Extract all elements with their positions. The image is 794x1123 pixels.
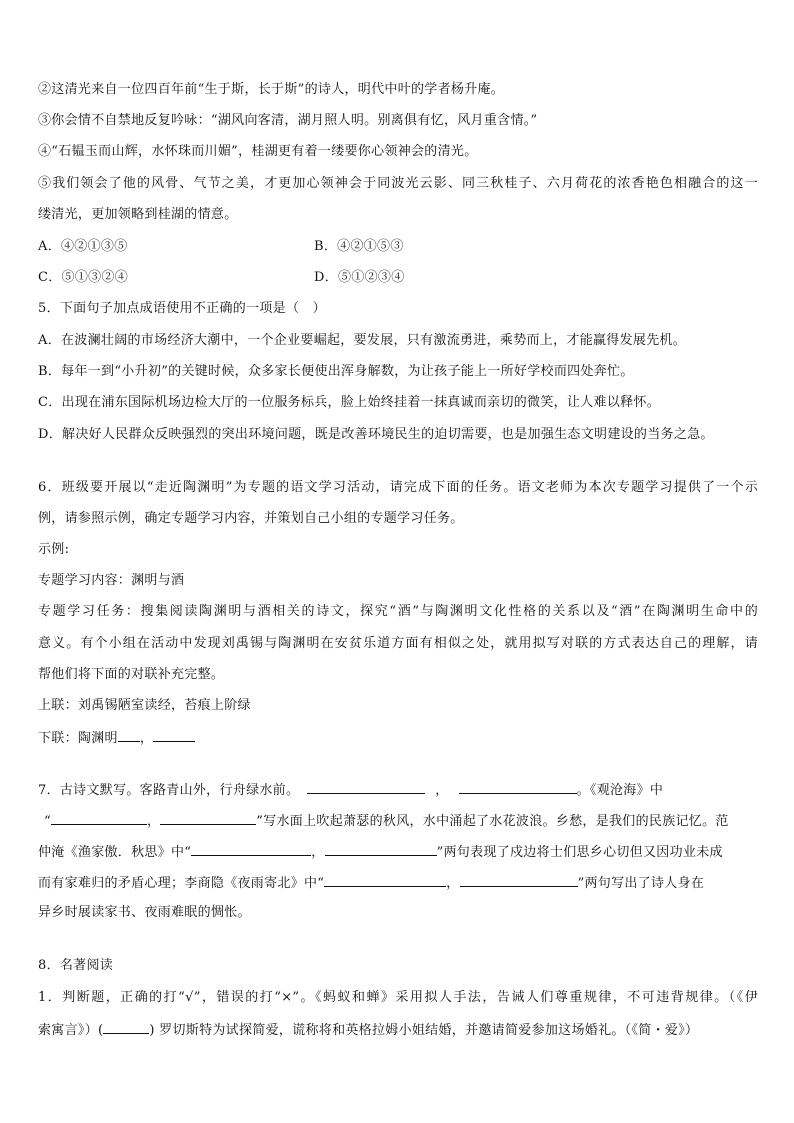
q4-sentence-3: ③你会情不自禁地反复吟咏：“湖风向客清，湖月照人明。别离俱有忆，风月重含情。” bbox=[38, 113, 538, 128]
q7-blank-4[interactable] bbox=[160, 810, 256, 825]
q7-blank-7[interactable] bbox=[324, 872, 446, 887]
q4-sentence-2: ②这清光来自一位四百年前“生于斯，长于斯”的诗人，明代中叶的学者杨升庵。 bbox=[38, 82, 505, 97]
q7-line4 bbox=[38, 872, 704, 894]
q8-line2-a: 索寓言》）( bbox=[38, 1023, 104, 1038]
q7-line3-text: 仲淹《渔家傲．秋思》中“ bbox=[38, 845, 192, 860]
q4-option-b: B．④②①⑤③ bbox=[314, 239, 404, 254]
q7-line1-end: 。《观沧海》中 bbox=[576, 783, 664, 798]
q5-option-d: D．解决好人民群众反映强烈的突出环境问题，既是改善环境民生的迫切需要，也是加强生态文明建设的当务之急。 bbox=[38, 427, 714, 442]
q7-blank-1[interactable] bbox=[307, 779, 425, 794]
q7-line1 bbox=[38, 779, 663, 801]
q7-line4-end: ”两句写出了诗人身在 bbox=[577, 876, 705, 891]
q7-line5: 异乡时展读家书、夜雨难眠的惆怅。 bbox=[38, 905, 251, 920]
q5-stem: 5．下面句子加点成语使用不正确的一项是（ ） bbox=[38, 301, 326, 316]
q7-open-quote: “ bbox=[44, 814, 51, 829]
q7-blank-5[interactable] bbox=[191, 841, 311, 856]
q6-content: 专题学习内容：渊明与酒 bbox=[38, 573, 185, 588]
q7-comma-4: ， bbox=[446, 876, 460, 891]
q6-stem-line2: 例，请参照示例，确定专题学习内容，并策划自己小组的专题学习任务。 bbox=[38, 511, 464, 526]
q7-blank-8[interactable] bbox=[460, 872, 578, 887]
q7-comma-3: ， bbox=[311, 845, 325, 860]
q7-line2 bbox=[38, 810, 729, 832]
q7-blank-2[interactable] bbox=[459, 779, 577, 794]
q5-option-c: C．出现在浦东国际机场边检大厅的一位服务标兵，脸上始终挂着一抹真诚而亲切的微笑，让人难以释怀。 bbox=[38, 395, 661, 410]
q7-line2-text: ”写水面上吹起萧瑟的秋风，水中涌起了水花波浪。乡愁，是我们的民族记忆。范 bbox=[256, 814, 729, 829]
q4-sentence-5-line2: 缕清光，更加领略到桂湖的情意。 bbox=[38, 207, 238, 222]
q6-blank-2[interactable] bbox=[153, 727, 195, 742]
q8-line2-b: ) 罗切斯特为试探简爱，谎称将和英格拉姆小姐结婚，并邀请简爱参加这场婚礼。（《简・爱》） bbox=[149, 1023, 699, 1038]
q8-title: 8．名著阅读 bbox=[38, 958, 114, 973]
q7-line3-end: ”两句表现了戍边将士们思乡心切但又因功业未成 bbox=[436, 845, 723, 860]
q4-option-c: C．⑤①③②④ bbox=[38, 270, 129, 285]
q7-line3 bbox=[38, 841, 723, 863]
q5-option-b: B．每年一到“小升初”的关键时候，众多家长便使出浑身解数，为让孩子能上一所好学校而四处奔忙。 bbox=[38, 364, 634, 379]
q6-lower-prefix: 下联：陶渊明 bbox=[38, 731, 118, 746]
q7-line4-text: 而有家难归的矛盾心理；李商隐《夜雨寄北》中“ bbox=[38, 876, 325, 891]
q7-comma-2: ， bbox=[146, 814, 161, 829]
q4-option-a: A．④②①③⑤ bbox=[38, 239, 128, 254]
q8-line1: 1．判断题，正确的打“√”，错误的打“×”。《蚂蚁和蝉》采用拟人手法，告诫人们尊重规律，不可违背规律。（《伊 bbox=[38, 990, 758, 1005]
q7-stem: 7．古诗文默写。客路青山外，行舟绿水前。 bbox=[38, 783, 300, 798]
q6-task-line3: 帮他们将下面的对联补充完整。 bbox=[38, 667, 225, 682]
q5-option-a: A．在波澜壮阔的市场经济大潮中，一个企业要崛起，要发展，只有激流勇进，乘势而上，才能赢得发展先机。 bbox=[38, 333, 687, 348]
q4-sentence-4: ④“石韫玉而山辉，水怀珠而川媚”，桂湖更有着一缕要你心领神会的清光。 bbox=[38, 144, 478, 159]
q8-answer-blank[interactable] bbox=[103, 1019, 149, 1034]
q6-task-line2: 意义。有个小组在活动中发现刘禹锡与陶渊明在安贫乐道方面有相似之处，就用拟写对联的方式表达自己的理解，请 bbox=[38, 636, 758, 651]
q4-option-d: D．⑤①②③④ bbox=[314, 270, 405, 285]
q8-line2 bbox=[38, 1019, 698, 1041]
q6-stem-line1: 6．班级要开展以“走近陶渊明”为专题的语文学习活动，请完成下面的任务。语文老师为本次专题学习提供了一个示 bbox=[38, 480, 758, 495]
q6-example-label: 示例: bbox=[38, 542, 70, 557]
q7-blank-6[interactable] bbox=[325, 841, 437, 856]
q6-lower-couplet bbox=[38, 727, 195, 749]
q4-sentence-5-line1: ⑤我们领会了他的风骨、气节之美，才更加心领神会于同波光云影、同三秋桂子、六月荷花的浓香艳色相融合的这一 bbox=[38, 176, 758, 191]
q6-task-line1: 专题学习任务：搜集阅读陶渊明与酒相关的诗文，探究“酒”与陶渊明文化性格的关系以及“酒”在陶渊明生命中的 bbox=[38, 604, 758, 619]
q6-comma: ， bbox=[139, 731, 154, 746]
q6-upper-couplet: 上联：刘禹锡陋室读经，苔痕上阶绿 bbox=[38, 698, 251, 713]
q6-blank-1[interactable] bbox=[118, 727, 140, 742]
q7-blank-3[interactable] bbox=[51, 810, 147, 825]
q7-comma-1: ， bbox=[435, 783, 449, 798]
